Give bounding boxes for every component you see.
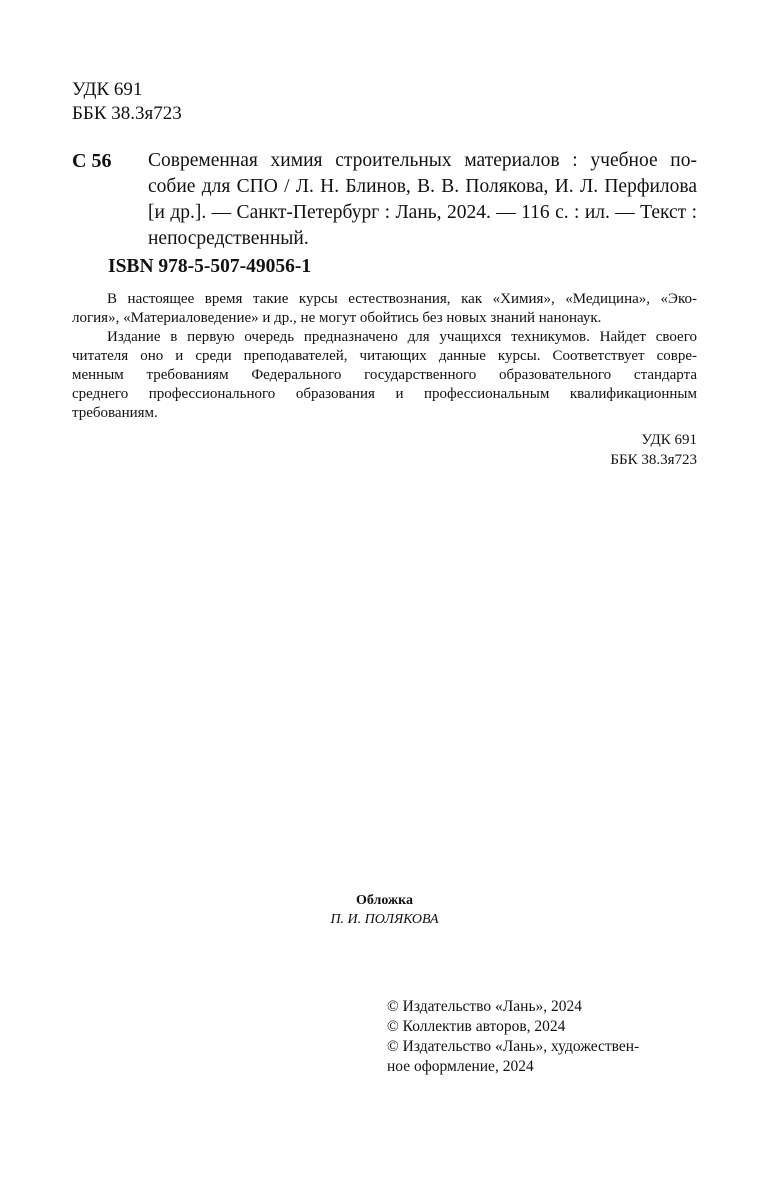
author-mark: С 56 — [72, 150, 112, 172]
annotation-line: менным требованиям Федерального государственного образовательного стандарта — [72, 367, 697, 383]
annotation — [72, 290, 697, 423]
annotation-line: В настоящее время такие курсы естествознания, как «Химия», «Медицина», «Эко- — [107, 291, 697, 307]
classification-codes-bottom — [610, 430, 697, 470]
annotation-line: требованиям. — [72, 405, 158, 421]
copyright-line: © Издательство «Лань», художествен- — [387, 1038, 640, 1055]
biblio-line: [и др.]. — Санкт-Петербург : Лань, 2024. — 116 с. : ил. — Текст : — [148, 202, 697, 223]
annotation-line: среднего профессионального образования и профессиональным квалификационным — [72, 386, 697, 402]
copyright-line: © Издательство «Лань», 2024 — [387, 998, 583, 1015]
annotation-line: логия», «Материаловедение» и др., не могут обойтись без новых знаний нанонаук. — [72, 310, 602, 326]
cover-credit — [0, 891, 769, 929]
bbk-code: ББК 38.3я723 — [72, 103, 182, 124]
isbn: ISBN 978-5-507-49056-1 — [108, 256, 312, 277]
copyright-notices — [387, 997, 677, 1077]
cover-credit-label: Обложка — [355, 893, 414, 908]
udk-code: УДК 691 — [641, 432, 697, 448]
bbk-code: ББК 38.3я723 — [610, 452, 697, 468]
cover-designer-name: П. И. ПОЛЯКОВА — [330, 912, 439, 927]
biblio-line: собие для СПО / Л. Н. Блинов, В. В. Полякова, И. Л. Перфилова — [148, 176, 697, 197]
udk-code: УДК 691 — [72, 79, 143, 100]
copyright-line: ное оформление, 2024 — [387, 1058, 534, 1075]
annotation-line: читателя оно и среди преподавателей, читающих данные курсы. Соответствует совре- — [72, 348, 697, 364]
annotation-line: Издание в первую очередь предназначено для учащихся техникумов. Найдет своего — [107, 329, 697, 345]
bibliographic-description — [148, 148, 697, 252]
classification-codes-top — [72, 78, 182, 126]
biblio-line: непосредственный. — [148, 228, 309, 249]
copyright-line: © Коллектив авторов, 2024 — [387, 1018, 566, 1035]
biblio-line: Современная химия строительных материалов : учебное по- — [148, 150, 697, 171]
